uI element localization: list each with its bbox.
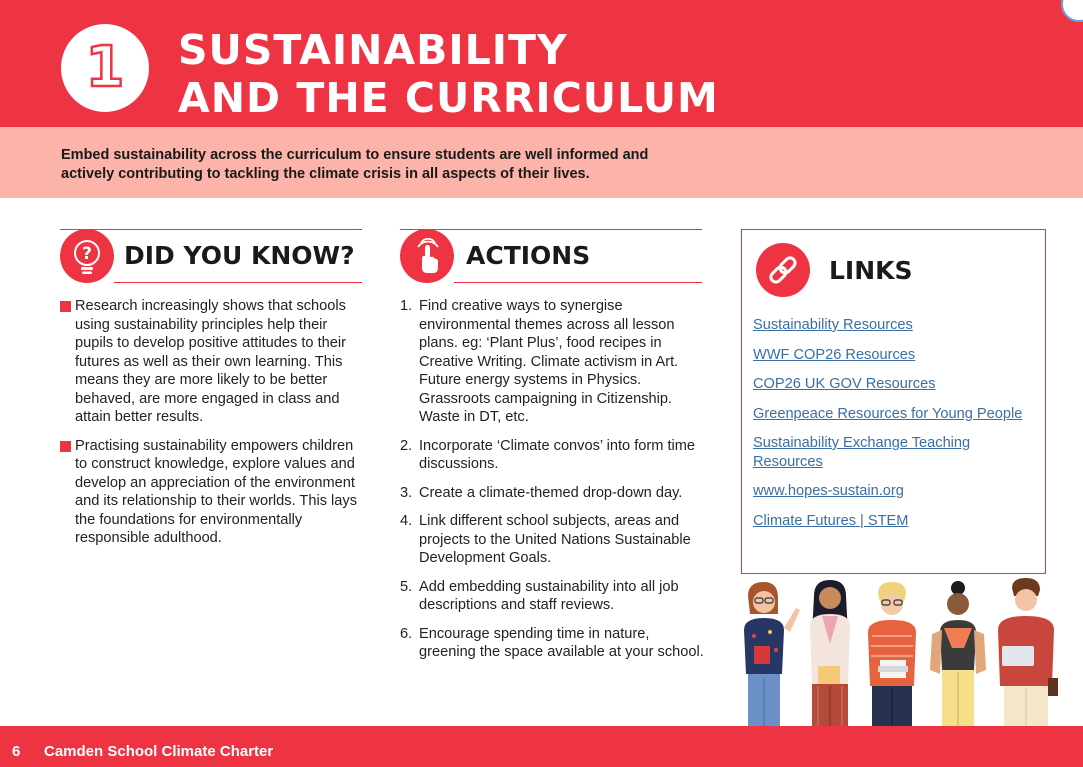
- links-heading: LINKS: [829, 256, 913, 285]
- action-number: 4.: [400, 513, 413, 529]
- intro-band: [0, 127, 1083, 198]
- action-item: [400, 512, 705, 568]
- link-climate-futures[interactable]: Climate Futures | STEM: [753, 512, 909, 529]
- did-you-know-list: [60, 297, 366, 558]
- did-you-know-heading: DID YOU KNOW?: [124, 241, 355, 270]
- svg-text:?: ?: [82, 244, 92, 264]
- link-item: [753, 375, 1023, 394]
- did-you-know-item: Research increasingly shows that schools using sustainability principles help their pupils to develop positive attitudes to their futures as well as their own learning. This means they are more likely to be better behaved, are more engaged in class and attain better results.: [60, 297, 366, 427]
- link-greenpeace[interactable]: Greenpeace Resources for Young People: [753, 405, 1023, 422]
- students-illustration: [730, 574, 1070, 728]
- student-figure: [868, 582, 916, 728]
- did-you-know-header: [60, 229, 362, 283]
- action-number: 6.: [400, 625, 413, 642]
- student-figure: [810, 580, 850, 728]
- link-sustainability-resources[interactable]: Sustainability Resources: [753, 317, 913, 333]
- link-item: [753, 405, 1023, 424]
- action-item: [400, 484, 705, 503]
- actions-header: [400, 229, 702, 283]
- link-cop26-uk-gov[interactable]: COP26 UK GOV Resources: [753, 376, 936, 392]
- student-figure: [744, 582, 800, 728]
- link-item: [753, 482, 1023, 501]
- action-text: Create a climate-themed drop-down day.: [419, 484, 683, 501]
- actions-bottom-rule: [454, 282, 702, 283]
- action-text: Add embedding sustainability into all job descriptions and staff reviews.: [419, 578, 679, 613]
- section-number: 1: [85, 35, 125, 100]
- links-list: [753, 316, 1023, 541]
- footer-title: Camden School Climate Charter: [44, 743, 274, 760]
- pointing-hand-icon: [400, 229, 454, 283]
- link-item: [753, 434, 1023, 471]
- action-item: [400, 625, 705, 662]
- page-title-line-2: AND THE CURRICULUM: [178, 74, 719, 122]
- page-title-line-1: SUSTAINABILITY: [178, 26, 568, 74]
- corner-badge: [1061, 0, 1083, 22]
- action-item: [400, 578, 705, 615]
- link-item: [753, 512, 1023, 531]
- page-title: [178, 26, 719, 122]
- intro-text: Embed sustainability across the curriculum to ensure students are well informed and actively contributing to tackling the climate crisis in all aspects of their lives.: [61, 147, 649, 182]
- question-icon: [60, 229, 114, 283]
- header-banner: [0, 0, 1083, 127]
- actions-list: [400, 297, 705, 672]
- link-item: [753, 346, 1023, 365]
- link-sustainability-exchange[interactable]: Sustainability Exchange Teaching Resources: [753, 435, 971, 470]
- action-number: 5.: [400, 578, 413, 595]
- action-text: Encourage spending time in nature, greening the space available at your school.: [419, 625, 704, 660]
- chain-link-icon: [756, 243, 810, 297]
- did-you-know-item: Practising sustainability empowers children to construct knowledge, explore values and develop an appreciation of the environment and its relationship to their worlds. This lays the foundations for environmentally responsible adulthood.: [60, 437, 366, 548]
- action-number: 3.: [400, 484, 413, 501]
- section-number-badge: [61, 24, 149, 112]
- action-text: Link different school subjects, areas and projects to the United Nations Sustainable Development Goals.: [419, 513, 691, 566]
- action-number: 1.: [400, 298, 413, 314]
- link-hopes-sustain[interactable]: www.hopes-sustain.org: [753, 483, 904, 499]
- student-figure: [998, 578, 1058, 728]
- link-wwf-cop26[interactable]: WWF COP26 Resources: [753, 346, 916, 363]
- did-you-know-bottom-rule: [114, 282, 362, 283]
- actions-heading: ACTIONS: [466, 241, 591, 270]
- action-text: Find creative ways to synergise environmental themes across all lesson plans. eg: ‘Plant Plus’, food recipes in Creative Writing. Climate activism in Art. Future energy systems in Physics. Grassroots campaigning in Citizenship. Waste in DT, etc.: [419, 298, 679, 425]
- action-number: 2.: [400, 437, 413, 454]
- action-text: Incorporate ‘Climate convos’ into form time discussions.: [419, 437, 696, 472]
- link-item: [753, 316, 1023, 335]
- action-item: [400, 297, 705, 427]
- student-figure: [930, 581, 986, 728]
- action-item: [400, 437, 705, 474]
- page-number: 6: [12, 743, 21, 760]
- footer-bar: [0, 726, 1083, 767]
